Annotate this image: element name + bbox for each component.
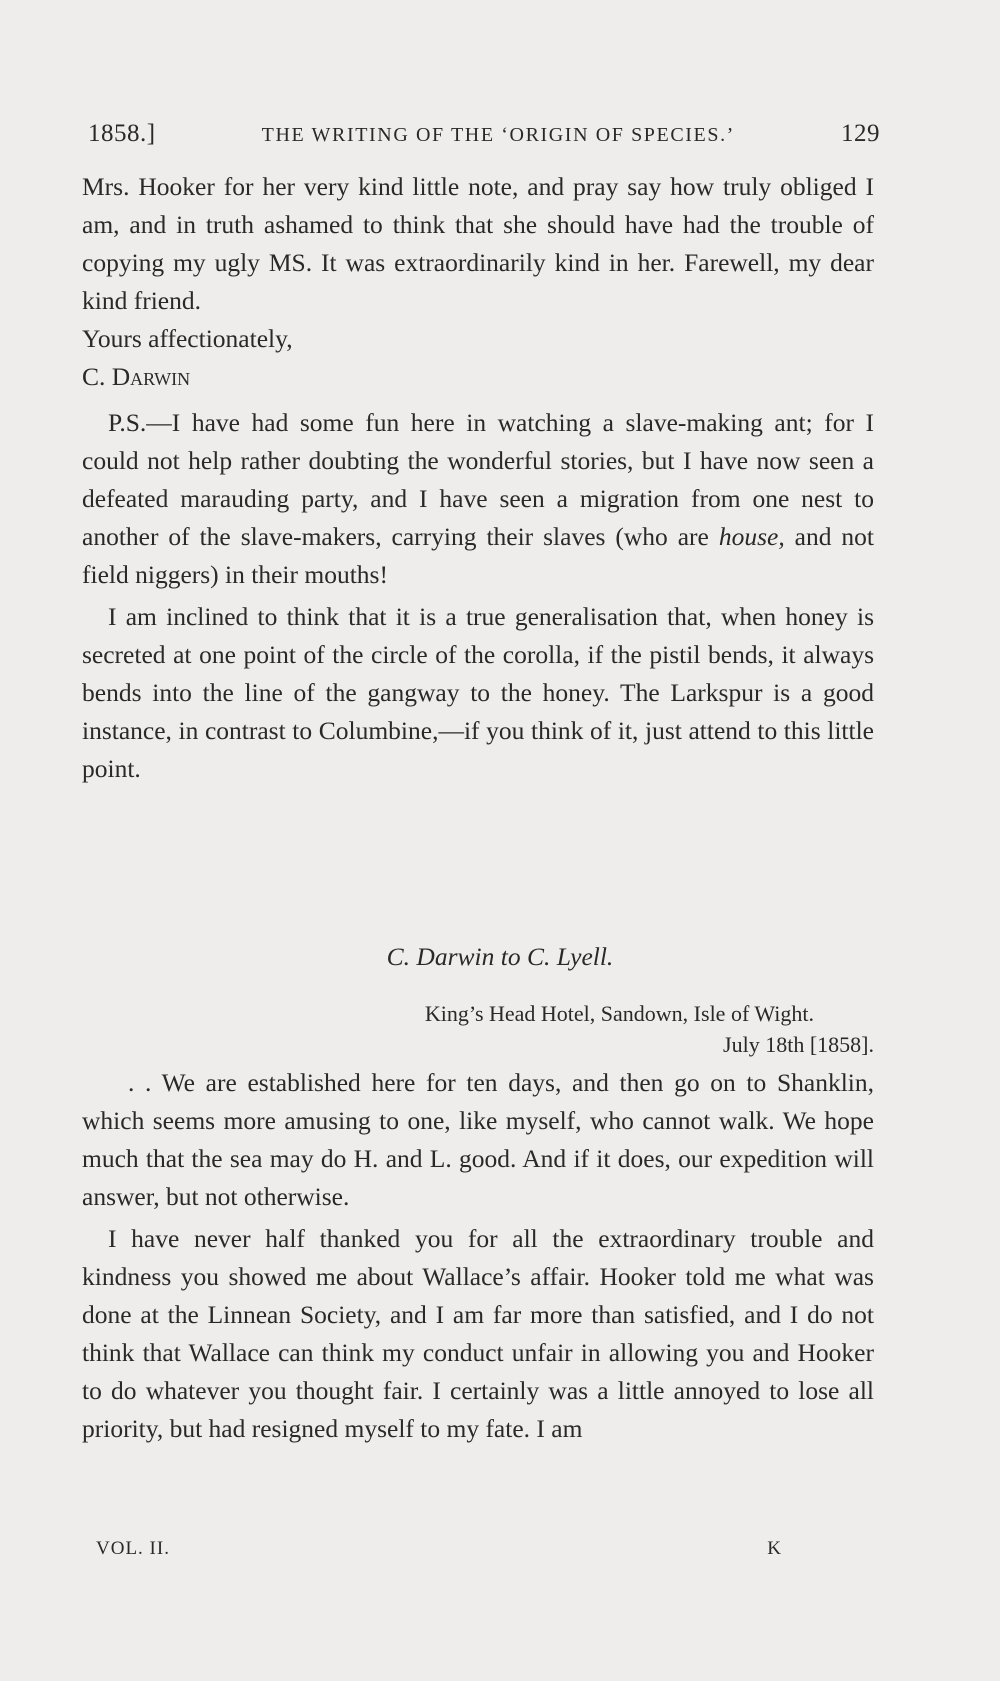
- page-footer: [96, 1538, 782, 1560]
- postscript-text-1: P.S.—I have had some fun here in watching a slave-making ant; for I could not help rather doubting the wonderful stories, but I have now seen a defeated marauding party, and I have seen a migration from one nest to another of the slave-makers, carrying their slaves (who are: [82, 408, 874, 551]
- letter-paragraph-2: I have never half thanked you for all the extraordinary trouble and kindness you showed me about Wallace’s affair. Hooker told me what was done at the Linnean Society, and I am far more than satisfied, and I do not think that Wallace can think my conduct unfair in allowing you and Hooker to do whatever you thought fair. I certainly was a little annoyed to lose all priority, but had resigned myself to my fate. I am: [82, 1224, 874, 1443]
- date-line: July 18th [1858].: [723, 1032, 874, 1057]
- opening-paragraph: Mrs. Hooker for her very kind little note, and pray say how truly obliged I am, and in truth ashamed to think that she should have had the trouble of copying my ugly MS. It was extraordinarily kind in her. Farewell, my dear kind friend.: [82, 172, 874, 315]
- address-line: King’s Head Hotel, Sandown, Isle of Wight.: [424, 1001, 814, 1026]
- postscript-emphasis: house,: [718, 522, 785, 551]
- letter-body: [82, 1064, 874, 1448]
- letter-ending: [82, 168, 874, 396]
- letter-paragraph-1: . . We are established here for ten days, and then go on to Shanklin, which seems more amusing to one, like myself, who cannot walk. We hope much that the sea may do H. and L. good. And if it does, our expedition will answer, but not otherwise.: [82, 1068, 874, 1211]
- postscript-paragraph: [82, 404, 874, 594]
- postscript: [82, 404, 874, 788]
- header-title: THE WRITING OF THE ‘ORIGIN OF SPECIES.’: [261, 124, 735, 146]
- closing-line: Yours affectionately,: [82, 324, 293, 353]
- header-year: 1858.]: [88, 120, 156, 147]
- signature-mark: K: [767, 1538, 782, 1559]
- signature: C. Darwin: [82, 362, 191, 391]
- volume-label: VOL. II.: [96, 1538, 170, 1559]
- letter-heading: C. Darwin to C. Lyell.: [386, 942, 614, 971]
- postscript-text-2: and not field niggers) in their mouths!: [82, 522, 875, 589]
- postscript-paragraph-2: I am inclined to think that it is a true generalisation that, when honey is secreted at one point of the circle of the corolla, if the pistil bends, it always bends into the line of the gangway to the honey. The Larkspur is a good instance, in contrast to Columbine,—if you think of it, just attend to this little point.: [82, 602, 874, 783]
- page-number: 129: [841, 120, 880, 147]
- running-header: [88, 120, 880, 148]
